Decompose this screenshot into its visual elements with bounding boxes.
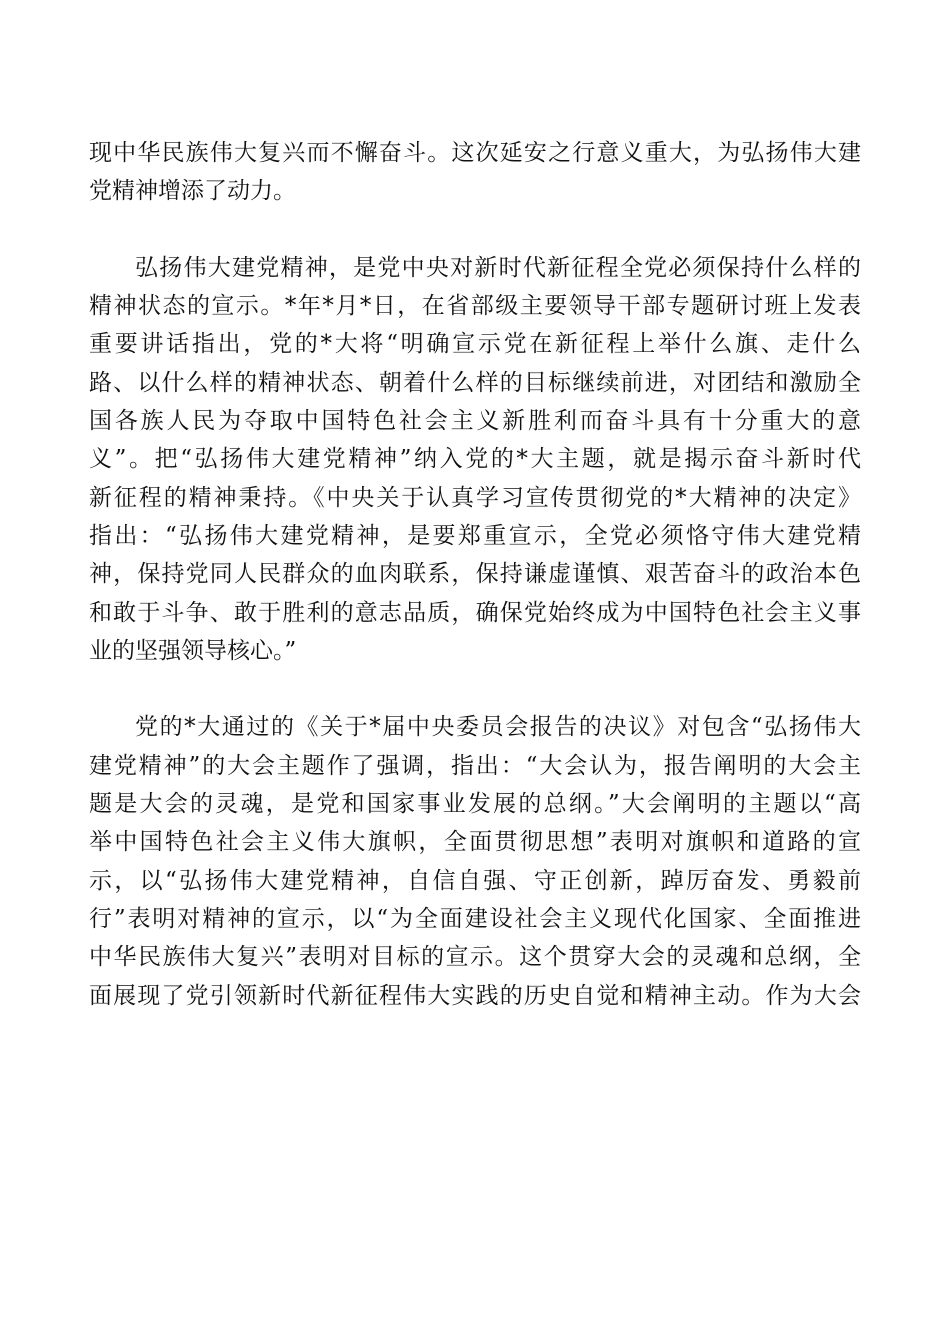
paragraph <box>89 708 861 1014</box>
text-line: 义”。把“弘扬伟大建党精神”纳入党的*大主题，就是揭示奋斗新时代 <box>89 446 861 473</box>
text-line: 行”表明对精神的宣示，以“为全面建设社会主义现代化国家、全面推进 <box>89 905 861 932</box>
text-line: 示，以“弘扬伟大建党精神，自信自强、守正创新，踔厉奋发、勇毅前 <box>89 867 861 894</box>
text-line: 举中国特色社会主义伟大旗帜，全面贯彻思想”表明对旗帜和道路的宣 <box>89 829 861 856</box>
paragraph-gap <box>89 670 861 708</box>
text-line: 党精神增添了动力。 <box>89 178 296 205</box>
text-line: 和敢于斗争、敢于胜利的意志品质，确保党始终成为中国特色社会主义事 <box>89 599 861 626</box>
paragraph <box>89 249 861 670</box>
text-line: 重要讲话指出，党的*大将“明确宣示党在新征程上举什么旗、走什么 <box>89 331 861 358</box>
paragraph <box>89 134 861 211</box>
text-line: 建党精神”的大会主题作了强调，指出：“大会认为，报告阐明的大会主 <box>89 752 861 779</box>
document-body <box>89 134 861 1015</box>
text-line: 弘扬伟大建党精神，是党中央对新时代新征程全党必须保持什么样的 <box>135 254 861 281</box>
paragraph-gap <box>89 211 861 249</box>
text-line: 指出：“弘扬伟大建党精神，是要郑重宣示，全党必须恪守伟大建党精 <box>89 522 861 549</box>
text-line: 中华民族伟大复兴”表明对目标的宣示。这个贯穿大会的灵魂和总纲，全 <box>89 944 861 971</box>
text-line: 路、以什么样的精神状态、朝着什么样的目标继续前进，对团结和激励全 <box>89 369 861 396</box>
text-line: 现中华民族伟大复兴而不懈奋斗。这次延安之行意义重大，为弘扬伟大建 <box>89 140 861 166</box>
text-line: 神，保持党同人民群众的血肉联系，保持谦虚谨慎、艰苦奋斗的政治本色 <box>89 561 861 588</box>
text-line: 国各族人民为夺取中国特色社会主义新胜利而奋斗具有十分重大的意 <box>89 408 861 435</box>
text-line: 业的坚强领导核心。” <box>89 637 297 664</box>
text-line: 新征程的精神秉持。《中央关于认真学习宣传贯彻党的*大精神的决定》 <box>89 484 861 511</box>
text-line: 题是大会的灵魂，是党和国家事业发展的总纲。”大会阐明的主题以“高 <box>89 791 861 818</box>
text-line: 精神状态的宣示。*年*月*日，在省部级主要领导干部专题研讨班上发表 <box>89 293 861 320</box>
text-line: 面展现了党引领新时代新征程伟大实践的历史自觉和精神主动。作为大会 <box>89 982 861 1009</box>
text-line: 党的*大通过的《关于*届中央委员会报告的决议》对包含“弘扬伟大 <box>135 714 861 741</box>
